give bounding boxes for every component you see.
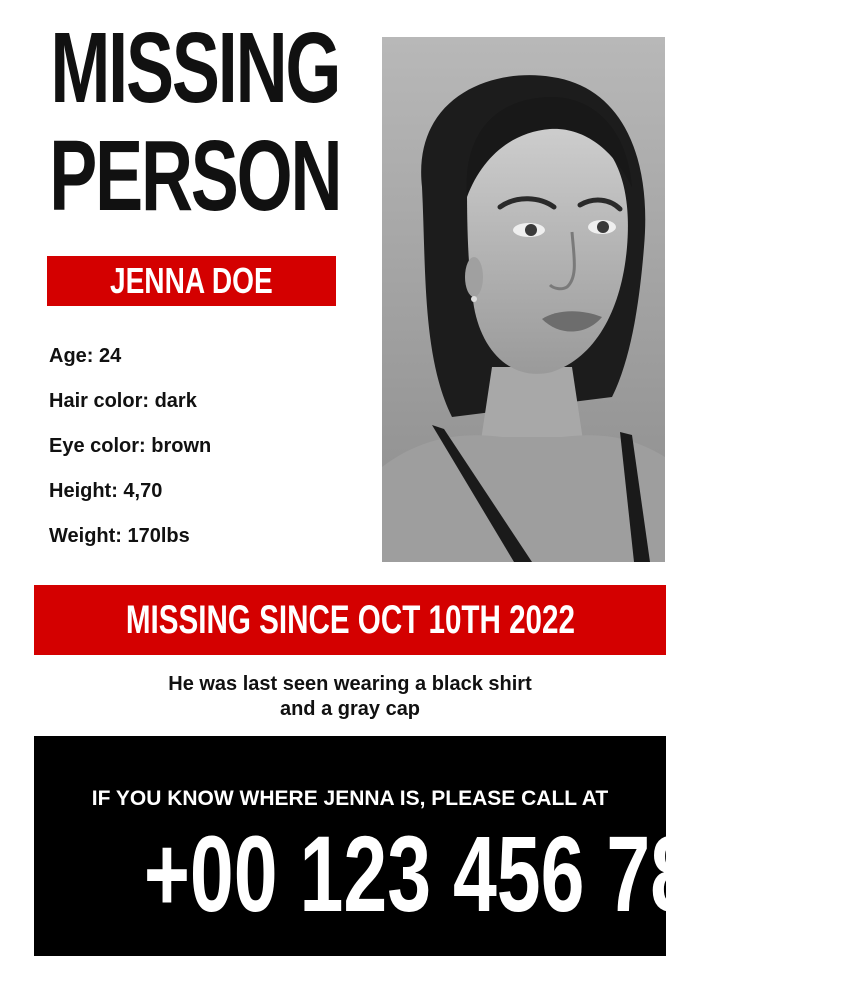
- title-line-missing: MISSING: [50, 12, 340, 124]
- missing-since-band: [34, 585, 666, 655]
- detail-eye-color: Eye color: brown: [49, 435, 212, 457]
- person-photo: [382, 37, 665, 562]
- detail-height: Height: 4,70: [49, 480, 163, 502]
- phone-number-text: +00 123 456 789: [143, 813, 738, 934]
- detail-weight: Weight: 170lbs: [49, 525, 190, 547]
- last-seen-line-2: and a gray cap: [279, 698, 421, 720]
- detail-hair-color: Hair color: dark: [49, 390, 197, 412]
- detail-age: Age: 24: [49, 345, 122, 367]
- person-details-list: [49, 340, 349, 565]
- title-line-person: PERSON: [49, 120, 341, 232]
- last-seen-line-1: He was last seen wearing a black shirt: [168, 673, 532, 695]
- contact-box: [34, 736, 738, 956]
- name-band: [47, 256, 336, 306]
- missing-since-text: MISSING SINCE OCT 10TH 2022: [125, 597, 575, 642]
- portrait-illustration: [382, 37, 665, 562]
- person-name: JENNA DOE: [110, 260, 273, 301]
- last-seen-description: [60, 672, 640, 722]
- poster-title: [40, 14, 350, 230]
- contact-lead-text: IF YOU KNOW WHERE JENNA IS, PLEASE CALL AT: [91, 787, 609, 810]
- contact-phone-number: [34, 813, 738, 934]
